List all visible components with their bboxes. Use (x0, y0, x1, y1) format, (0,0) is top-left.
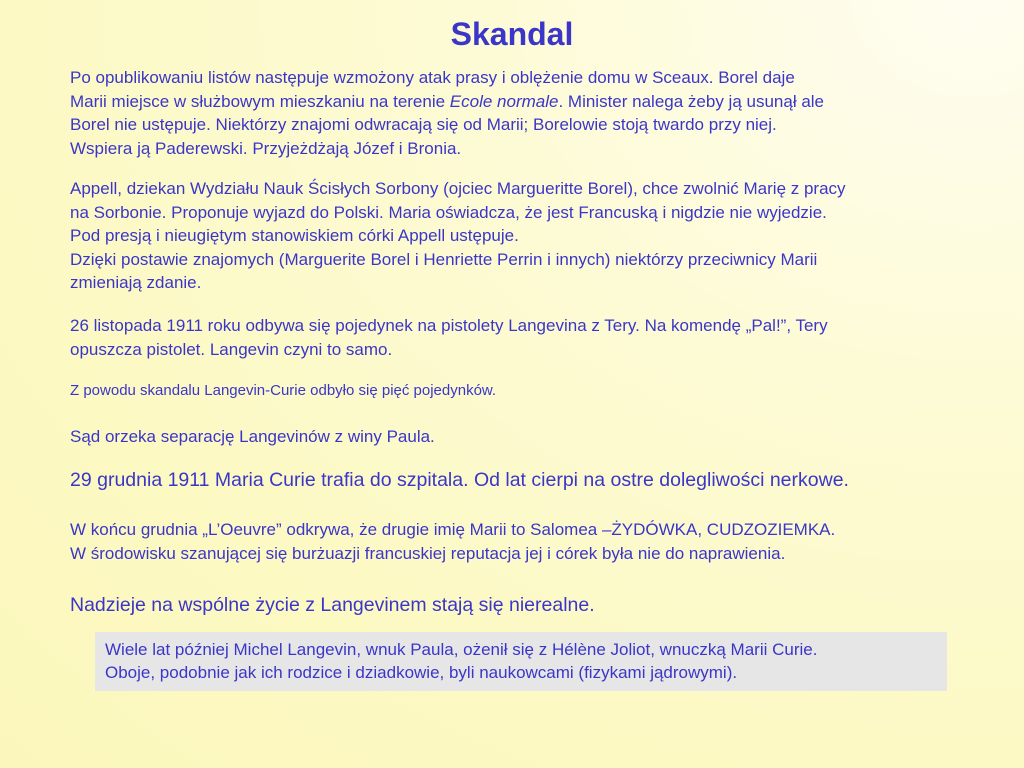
paragraph-hopes: Nadzieje na wspólne życie z Langevinem stają się nierealne. (70, 594, 595, 616)
paragraph-loeuvre (70, 518, 1000, 565)
text-line: Appell, dziekan Wydziału Nauk Ścisłych Sorbony (ojciec Margueritte Borel), chce zwolnić Marię z pracy (70, 179, 846, 198)
text-segment: . Minister nalega żeby ją usunął ale (558, 91, 825, 111)
paragraph-duel (70, 314, 1000, 361)
paragraph-separation: Sąd orzeka separację Langevinów z winy Paula. (70, 427, 435, 446)
text-line: 26 listopada 1911 roku odbywa się pojedynek na pistolety Langevina z Tery. Na komendę „Pal!”, Tery (70, 316, 828, 335)
paragraph-hospital: 29 grudnia 1911 Maria Curie trafia do szpitala. Od lat cierpi na ostre dolegliwości nerkowe. (70, 469, 849, 491)
slide-title: Skandal (450, 16, 574, 52)
paragraph-appell (70, 177, 1000, 295)
text-line (70, 90, 1000, 114)
text-line: opuszcza pistolet. Langevin czyni to samo. (70, 339, 393, 359)
text-line: zmieniają zdanie. (70, 273, 202, 292)
text-line: Pod presją i nieugiętym stanowiskiem córki Appell ustępuje. (70, 226, 519, 245)
text-line: Po opublikowaniu listów następuje wzmożony atak prasy i oblężenie domu w Sceaux. Borel daje (70, 68, 795, 87)
text-line: W końcu grudnia „L’Oeuvre” odkrywa, że drugie imię Marii to Salomea –ŻYDÓWKA, CUDZOZIEMKA. (70, 520, 836, 539)
paragraph-publication-attack (70, 66, 1000, 160)
paragraph-five-duels: Z powodu skandalu Langevin-Curie odbyło się pięć pojedynków. (70, 382, 497, 399)
text-line: Dzięki postawie znajomych (Marguerite Borel i Henriette Perrin i innych) niektórzy przeciwnicy Marii (70, 249, 818, 269)
emphasized-text: Ecole normale (449, 91, 559, 111)
note-line: Wiele lat później Michel Langevin, wnuk Paula, ożenił się z Hélène Joliot, wnuczką Marii Curie. (105, 640, 818, 659)
note-line: Oboje, podobnie jak ich rodzice i dziadkowie, byli naukowcami (fizykami jądrowymi). (105, 663, 738, 682)
text-line: na Sorbonie. Proponuje wyjazd do Polski. Maria oświadcza, że jest Francuską i nigdzie nie wyjedzie. (70, 202, 827, 222)
text-line: Borel nie ustępuje. Niektórzy znajomi odwracają się od Marii; Borelowie stoją twardo przy niej. (70, 115, 777, 134)
text-line: Wspiera ją Paderewski. Przyjeżdżają Józef i Bronia. (70, 138, 462, 158)
note-box (95, 632, 947, 691)
text-segment: Marii miejsce w służbowym mieszkaniu na terenie (70, 91, 450, 111)
text-line: W środowisku szanującej się burżuazji francuskiej reputacja jej i córek była nie do naprawienia. (70, 543, 786, 563)
